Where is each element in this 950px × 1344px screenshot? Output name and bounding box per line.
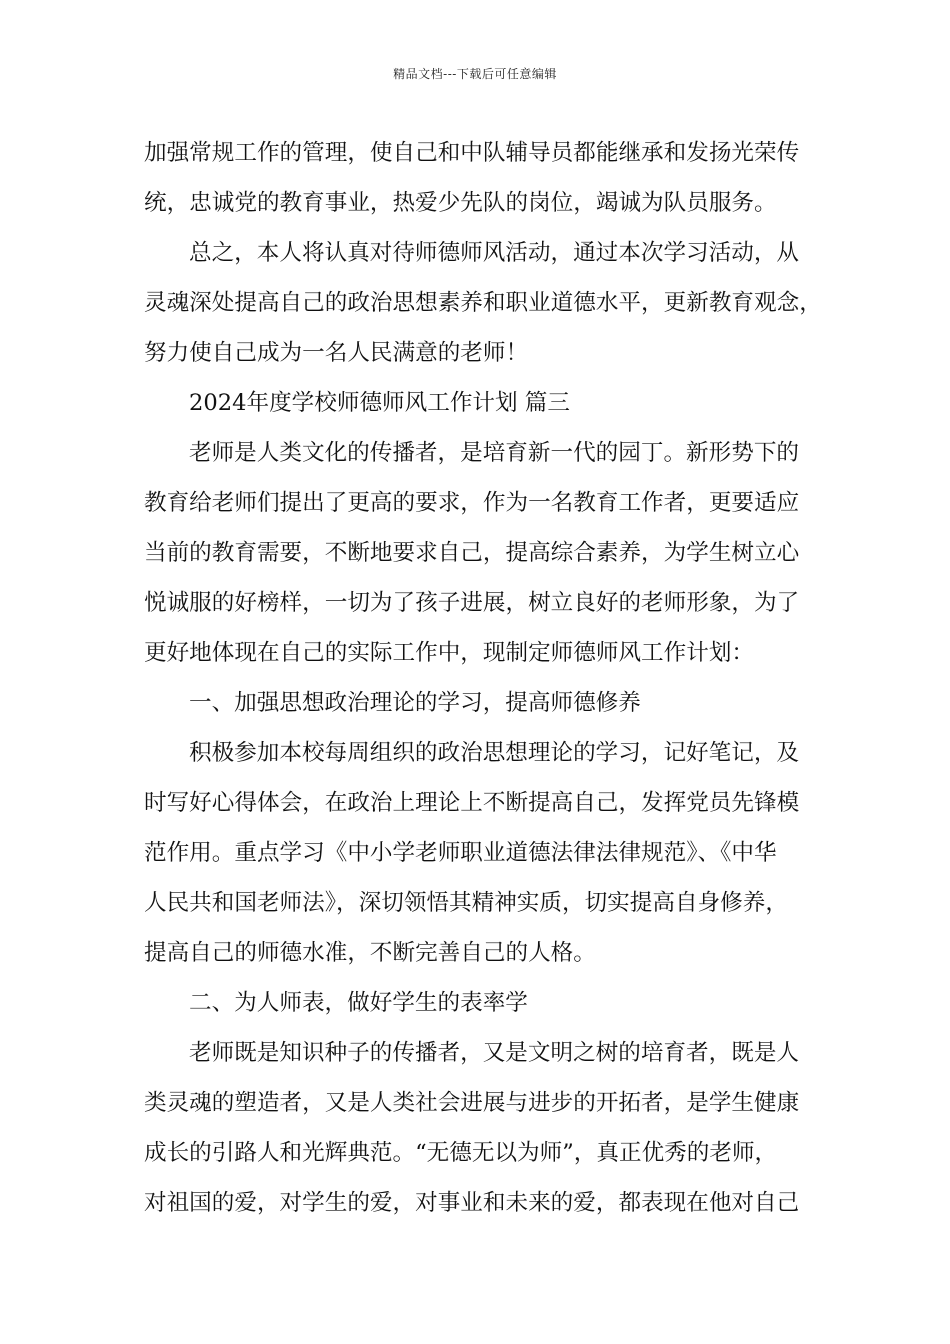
text-line: 加强常规工作的管理，使自己和中队辅导员都能继承和发扬光荣传 (144, 140, 800, 166)
paragraph-start: 积极参加本校每周组织的政治思想理论的学习，记好笔记，及 (189, 740, 800, 766)
paragraph-start: 老师是人类文化的传播者，是培育新一代的园丁。新形势下的 (189, 440, 800, 466)
text-line: 灵魂深处提高自己的政治思想素养和职业道德水平，更新教育观念， (144, 290, 822, 316)
text-line: 统，忠诚党的教育事业，热爱少先队的岗位，竭诚为队员服务。 (144, 190, 777, 216)
text-line: 当前的教育需要，不断地要求自己，提高综合素养，为学生树立心 (144, 540, 800, 566)
text-line: 成长的引路人和光辉典范。“无德无以为师”，真正优秀的老师， (144, 1140, 778, 1166)
document-body (144, 128, 824, 1228)
text-line: 努力使自己成为一名人民满意的老师！ (144, 340, 529, 366)
text-line: 类灵魂的塑造者，又是人类社会进展与进步的开拓者，是学生健康 (144, 1090, 800, 1116)
text-line: 提高自己的师德水准，不断完善自己的人格。 (144, 940, 596, 966)
subheading: 二、为人师表，做好学生的表率学 (189, 990, 528, 1016)
text-line: 对祖国的爱，对学生的爱，对事业和未来的爱，都表现在他对自己 (144, 1190, 800, 1216)
page-header: 精品文档---下载后可任意编辑 (393, 67, 557, 81)
paragraph-start: 老师既是知识种子的传播者，又是文明之树的培育者，既是人 (189, 1040, 800, 1066)
text-line: 悦诚服的好榜样，一切为了孩子进展，树立良好的老师形象，为了 (144, 590, 800, 616)
subheading: 一、加强思想政治理论的学习，提高师德修养 (189, 690, 641, 716)
text-line: 教育给老师们提出了更高的要求，作为一名教育工作者，更要适应 (144, 490, 800, 516)
text-line: 时写好心得体会，在政治上理论上不断提高自己，发挥党员先锋模 (144, 790, 800, 816)
section-title: 2024年度学校师德师风工作计划 篇三 (189, 390, 570, 416)
text-line: 人民共和国老师法》，深切领悟其精神实质，切实提高自身修养， (144, 890, 788, 916)
text-line: 更好地体现在自己的实际工作中，现制定师德师风工作计划： (144, 640, 755, 666)
text-line: 范作用。重点学习《中小学老师职业道德法律法律规范》、《中华 (144, 840, 777, 866)
paragraph-start: 总之，本人将认真对待师德师风活动，通过本次学习活动，从 (189, 240, 800, 266)
